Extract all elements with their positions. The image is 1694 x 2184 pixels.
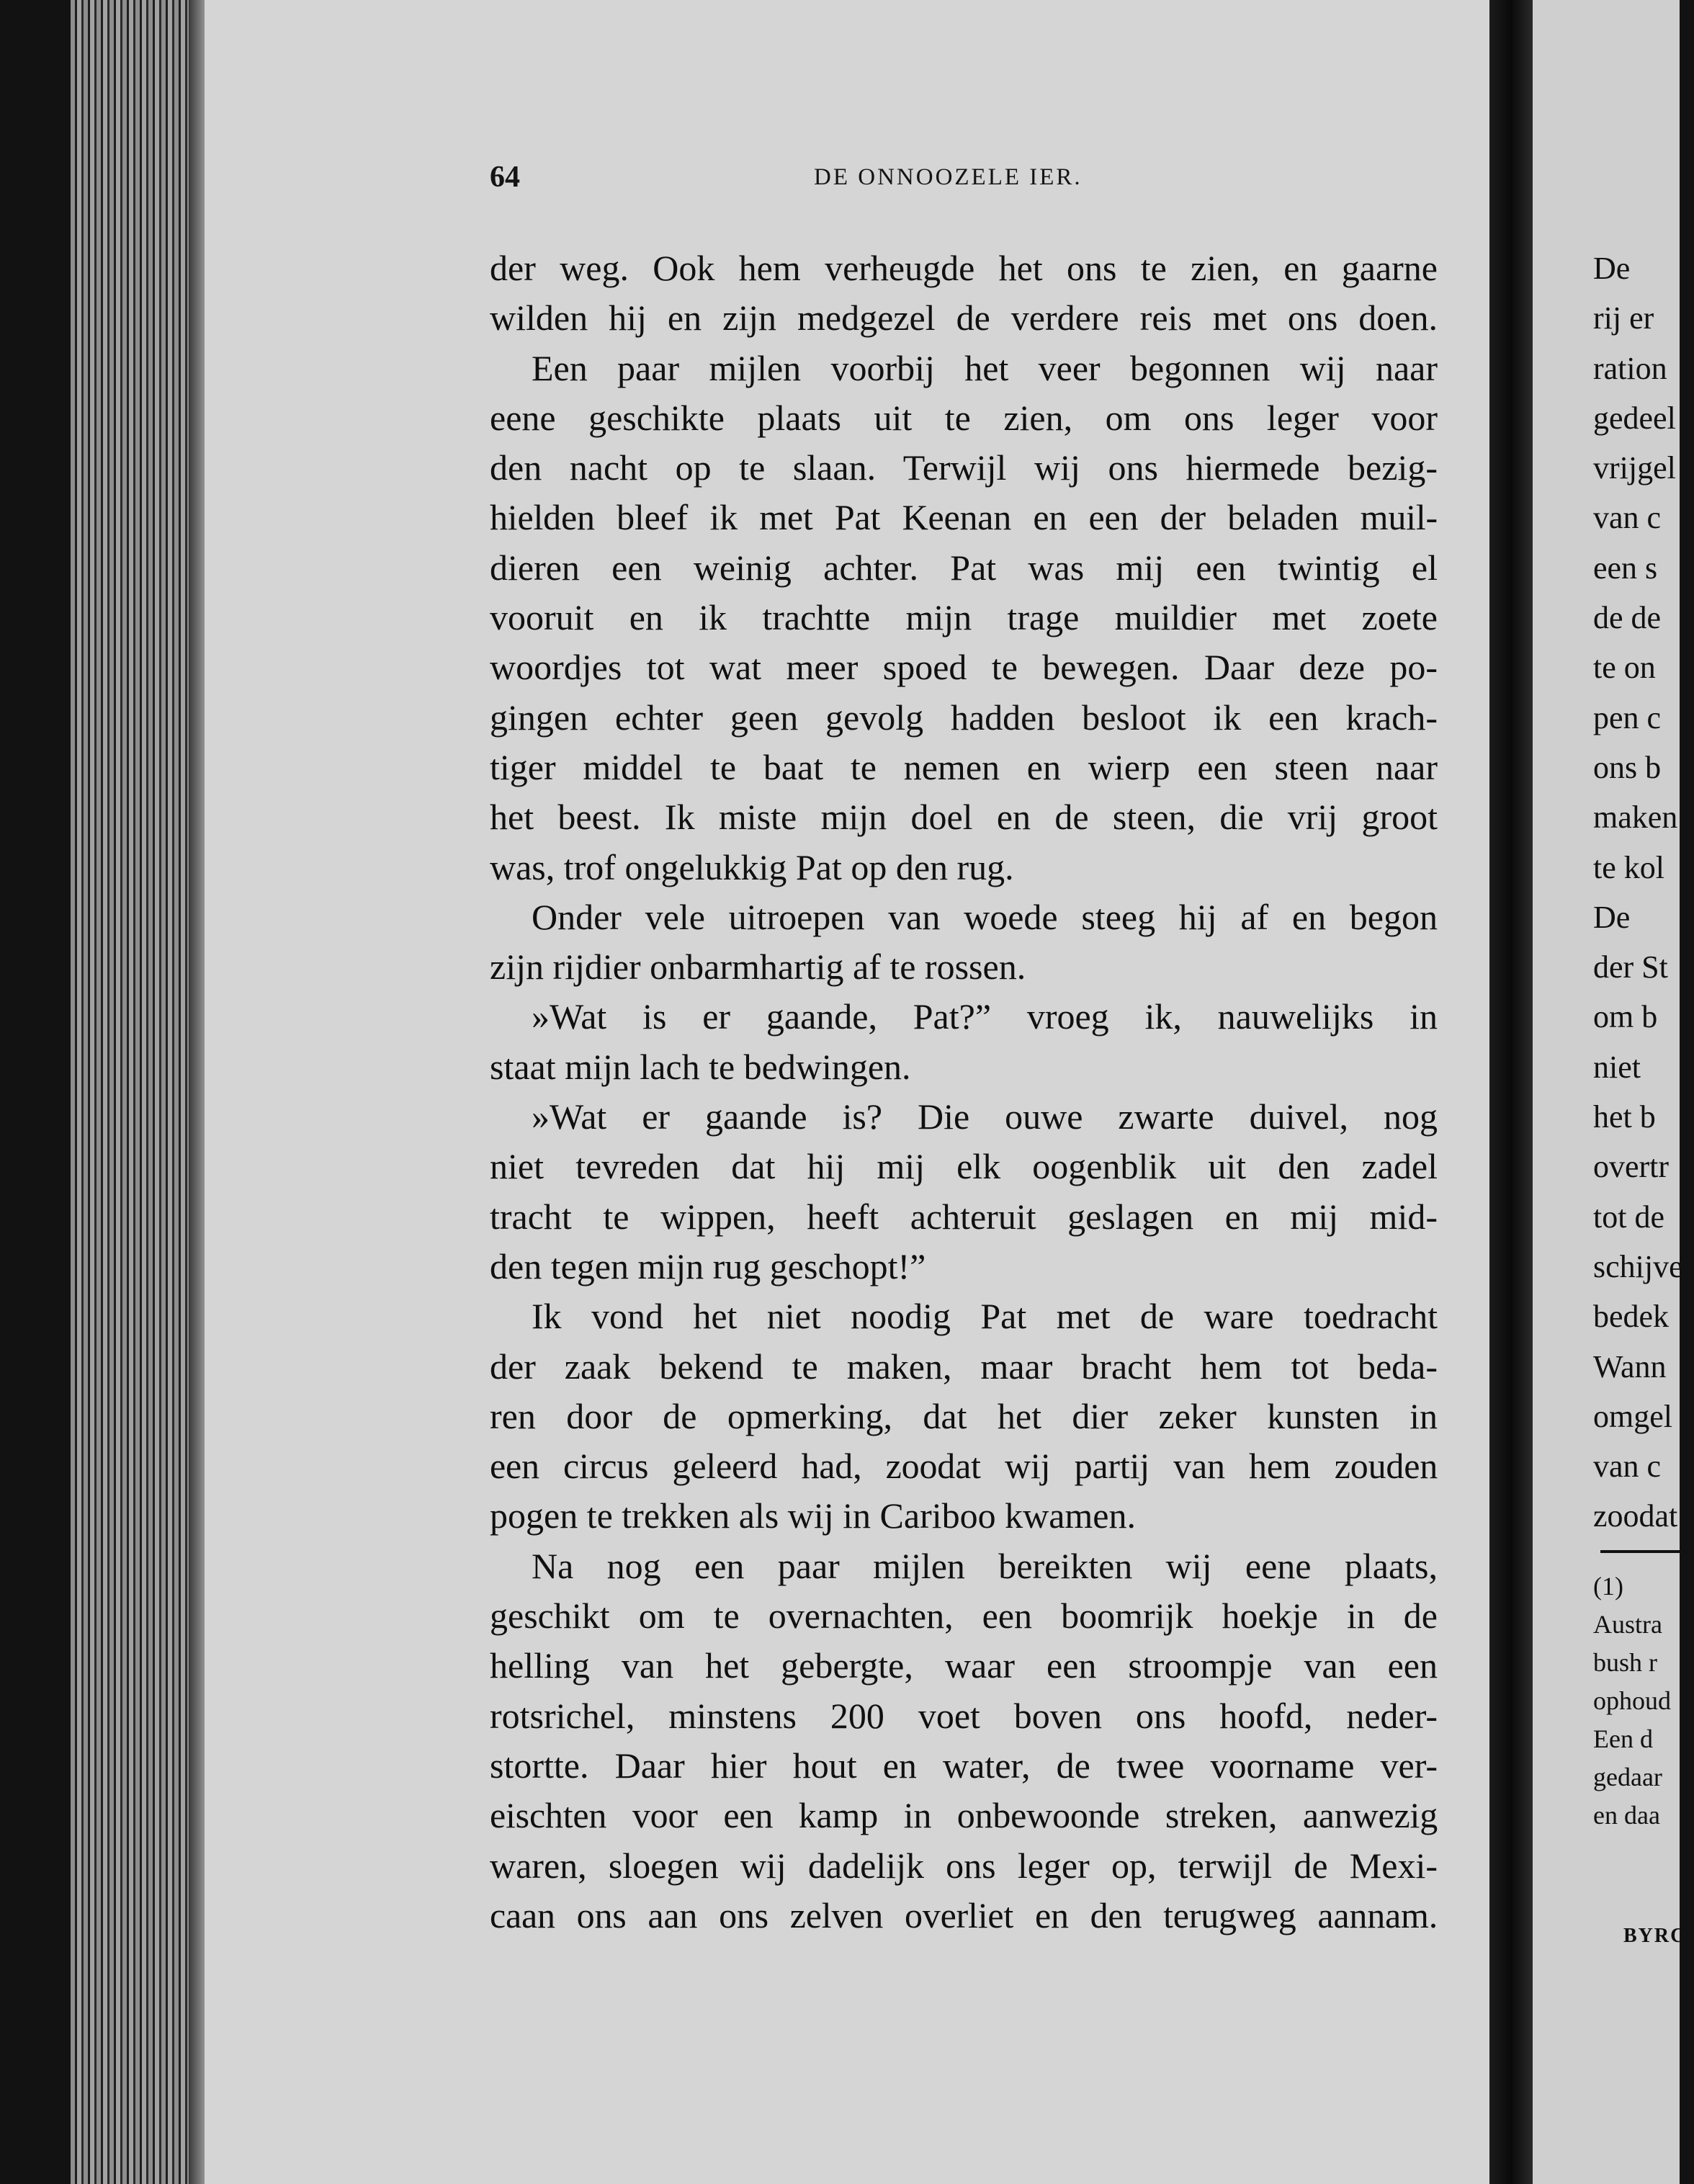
text-line: geschikt om te overnachten, een boomrijk hoekje in de <box>490 1596 1438 1637</box>
text-line: vooruit en ik trachtte mijn trage muildier met zoete <box>490 597 1438 638</box>
text-line: eischten voor een kamp in onbewoonde streken, aanwezig <box>490 1795 1438 1836</box>
opposite-text-line: te on <box>1593 650 1656 686</box>
running-title: DE ONNOOZELE IER. <box>814 164 1083 190</box>
printer-signature: BYRC <box>1623 1925 1687 1947</box>
opposite-text-line: niet <box>1593 1049 1641 1085</box>
opposite-text-line: het b <box>1593 1099 1656 1135</box>
footnote-line: ophoud <box>1593 1686 1671 1715</box>
text-line: gingen echter geen gevolg hadden besloot ik een krach- <box>490 697 1438 738</box>
footnote-line: gedaar <box>1593 1763 1662 1791</box>
text-line: rotsrichel, minstens 200 voet boven ons hoofd, neder- <box>490 1695 1438 1736</box>
footnote-rule <box>1600 1550 1687 1553</box>
text-line: was, trof ongelukkig Pat op den rug. <box>490 846 1014 887</box>
footnote-line: Austra <box>1593 1610 1662 1639</box>
opposite-text-line: van c <box>1593 500 1662 536</box>
page-edge-shadow <box>189 0 206 2184</box>
opposite-text-line: overtr <box>1593 1149 1670 1185</box>
text-line: staat mijn lach te bedwingen. <box>490 1046 911 1087</box>
text-line: een circus geleerd had, zoodat wij partij van hem zouden <box>490 1446 1438 1487</box>
text-line: der zaak bekend te maken, maar bracht hem tot beda- <box>490 1346 1438 1387</box>
running-head <box>490 160 1440 197</box>
text-line: Een paar mijlen voorbij het veer begonnen wij naar <box>532 347 1438 388</box>
opposite-text-line: van c <box>1593 1449 1662 1485</box>
opposite-text-line: maken <box>1593 800 1678 836</box>
text-line: Onder vele uitroepen van woede steeg hij af en begon <box>532 896 1438 937</box>
opposite-text-line: bedek <box>1593 1299 1670 1335</box>
text-line: helling van het gebergte, waar een stroompje van een <box>490 1645 1438 1686</box>
opposite-text-line: te kol <box>1593 849 1664 885</box>
text-line: Na nog een paar mijlen bereikten wij eene plaats, <box>532 1545 1438 1586</box>
page-edges <box>71 0 193 2184</box>
opposite-text-line: pen c <box>1593 699 1662 735</box>
text-line: pogen te trekken als wij in Cariboo kwamen. <box>490 1495 1136 1536</box>
text-line: eene geschikte plaats uit te zien, om ons leger voor <box>490 397 1438 438</box>
opposite-text-line: vrijgel <box>1593 450 1676 486</box>
text-line: »Wat er gaande is? Die ouwe zwarte duivel, nog <box>532 1096 1438 1137</box>
opposite-text-line: De <box>1593 899 1631 935</box>
text-line: hielden bleef ik met Pat Keenan en een der beladen muil- <box>490 497 1438 538</box>
text-line: tracht te wippen, heeft achteruit geslagen en mij mid- <box>490 1196 1438 1237</box>
opposite-text-line: De <box>1593 251 1631 286</box>
footnote-line: Een d <box>1593 1724 1653 1753</box>
text-line: waren, sloegen wij dadelijk ons leger op, terwijl de Mexi- <box>490 1845 1438 1886</box>
opposite-text-line: schijve <box>1593 1248 1683 1284</box>
text-line: zijn rijdier onbarmhartig af te rossen. <box>490 946 1026 988</box>
opposite-page-footnotes <box>1593 1567 1694 1835</box>
text-line: »Wat is er gaande, Pat?” vroeg ik, nauwelijks in <box>532 996 1438 1037</box>
footnote-line: bush r <box>1593 1648 1657 1677</box>
text-line: het beest. Ik miste mijn doel en de steen, die vrij groot <box>490 797 1438 838</box>
opposite-page-text <box>1593 243 1694 1541</box>
opposite-text-line: Wann <box>1593 1348 1667 1384</box>
opposite-text-line: om b <box>1593 999 1658 1035</box>
body-text <box>490 243 1438 1941</box>
opposite-text-line: rij er <box>1593 300 1654 336</box>
text-line: den tegen mijn rug geschopt!” <box>490 1245 926 1286</box>
text-line: stortte. Daar hier hout en water, de twee voorname ver- <box>490 1745 1438 1786</box>
opposite-text-line: ons b <box>1593 749 1662 785</box>
text-line: tiger middel te baat te nemen en wierp een steen naar <box>490 746 1438 787</box>
text-line: niet tevreden dat hij mij elk oogenblik uit den zadel <box>490 1146 1438 1187</box>
page-number: 64 <box>490 161 520 194</box>
text-line: dieren een weinig achter. Pat was mij een twintig el <box>490 547 1438 588</box>
text-line: den nacht op te slaan. Terwijl wij ons hiermede bezig- <box>490 447 1438 488</box>
opposite-text-line: ration <box>1593 350 1667 386</box>
text-line: wilden hij en zijn medgezel de verdere reis met ons doen. <box>490 297 1438 339</box>
opposite-text-line: gedeel <box>1593 400 1676 436</box>
footnote-line: en daa <box>1593 1801 1660 1830</box>
book-gutter <box>1489 0 1533 2184</box>
opposite-text-line: een s <box>1593 550 1658 586</box>
text-line: woordjes tot wat meer spoed te bewegen. Daar deze po- <box>490 647 1438 688</box>
text-line: caan ons aan ons zelven overliet en den terugweg aannam. <box>490 1894 1438 1935</box>
footnote-line: (1) <box>1593 1572 1623 1601</box>
opposite-text-line: zoodat <box>1593 1498 1678 1534</box>
opposite-text-line: de de <box>1593 600 1662 636</box>
text-line: Ik vond het niet noodig Pat met de ware toedracht <box>532 1296 1438 1337</box>
text-line: ren door de opmerking, dat het dier zeker kunsten in <box>490 1395 1438 1436</box>
opposite-text-line: omgel <box>1593 1398 1672 1434</box>
text-line: der weg. Ook hem verheugde het ons te zien, en gaarne <box>490 248 1438 288</box>
opposite-text-line: der St <box>1593 949 1668 985</box>
opposite-text-line: tot de <box>1593 1199 1664 1235</box>
